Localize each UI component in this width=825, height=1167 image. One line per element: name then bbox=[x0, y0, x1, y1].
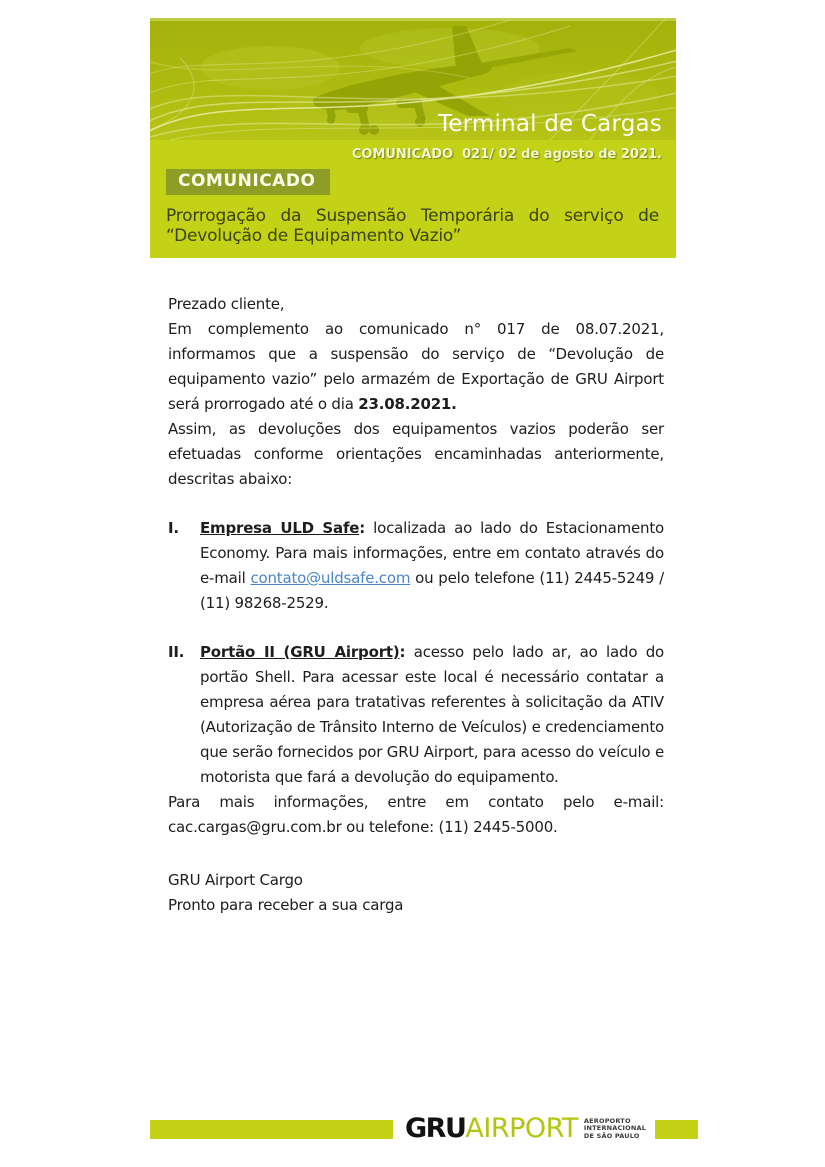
header-banner bbox=[150, 18, 676, 258]
list-item-portao-ii: II. Portão II (GRU Airport): acesso pelo lado ar, ao lado do portão Shell. Para acessar este local é necessário contatar a empresa aérea para tratativas referentes à solicitação da ATIV (Autorização de Trânsito Interno de Veículos) e credenciamento que serão fornecidos por GRU Airport, para acesso do veículo e motorista que fará a devolução do equipamento. bbox=[168, 640, 664, 790]
logo-airport-text: AIRPORT bbox=[465, 1113, 578, 1144]
banner-title: Terminal de Cargas bbox=[437, 111, 662, 137]
signature-line2: Pronto para receber a sua carga bbox=[168, 896, 404, 914]
footer bbox=[150, 1113, 662, 1144]
paragraph-suspension-extension: Em complemento ao comunicado n° 017 de 08.07.2021, informamos que a suspensão do serviço de “Devolução de equipamento vazio” pelo armazém de Exportação de GRU Airport será prorrogado até o dia 23.08.2021. bbox=[168, 320, 664, 413]
banner-lower-section bbox=[150, 140, 676, 258]
footer-left-bar bbox=[150, 1120, 393, 1139]
logo-gru-text: GRU bbox=[405, 1113, 466, 1144]
logo-subtitle: AEROPORTO INTERNACIONAL DE SÃO PAULO bbox=[583, 1116, 647, 1140]
list-item-uld-safe: I. Empresa ULD Safe: localizada ao lado do Estacionamento Economy. Para mais informações, entre em contato através do e-mail contato@uldsafe.com ou pelo telefone (11) 2445-5249 / (11) 98268-2529. bbox=[168, 516, 664, 616]
headline-line2: “Devolução de Equipamento Vazio” bbox=[166, 226, 462, 246]
greeting: Prezado cliente, bbox=[168, 295, 285, 313]
banner-artwork bbox=[150, 18, 676, 140]
list-marker: I. bbox=[168, 519, 179, 537]
uldsafe-email-link[interactable]: contato@uldsafe.com bbox=[250, 569, 411, 587]
list-marker: II. bbox=[168, 643, 185, 661]
paragraph-instructions-intro: Assim, as devoluções dos equipamentos vazios poderão ser efetuadas conforme orientações encaminhadas anteriormente, descritas abaixo: bbox=[168, 420, 664, 488]
comunicado-headline bbox=[166, 206, 659, 246]
signature-line1: GRU Airport Cargo bbox=[168, 871, 303, 889]
signature-block bbox=[168, 868, 664, 918]
comunicado-number-date: COMUNICADO 021/ 02 de agosto de 2021. bbox=[351, 147, 662, 162]
headline-line1: Prorrogação da Suspensão Temporária do serviço de bbox=[166, 206, 659, 226]
footer-right-block bbox=[655, 1120, 698, 1139]
paragraph-contact-info: Para mais informações, entre em contato pelo e-mail: cac.cargas@gru.com.br ou telefone: (11) 2445-5000. bbox=[168, 793, 664, 836]
letter-body bbox=[168, 292, 664, 918]
comunicado-label-box: COMUNICADO bbox=[166, 169, 330, 195]
gru-airport-logo bbox=[405, 1113, 647, 1144]
